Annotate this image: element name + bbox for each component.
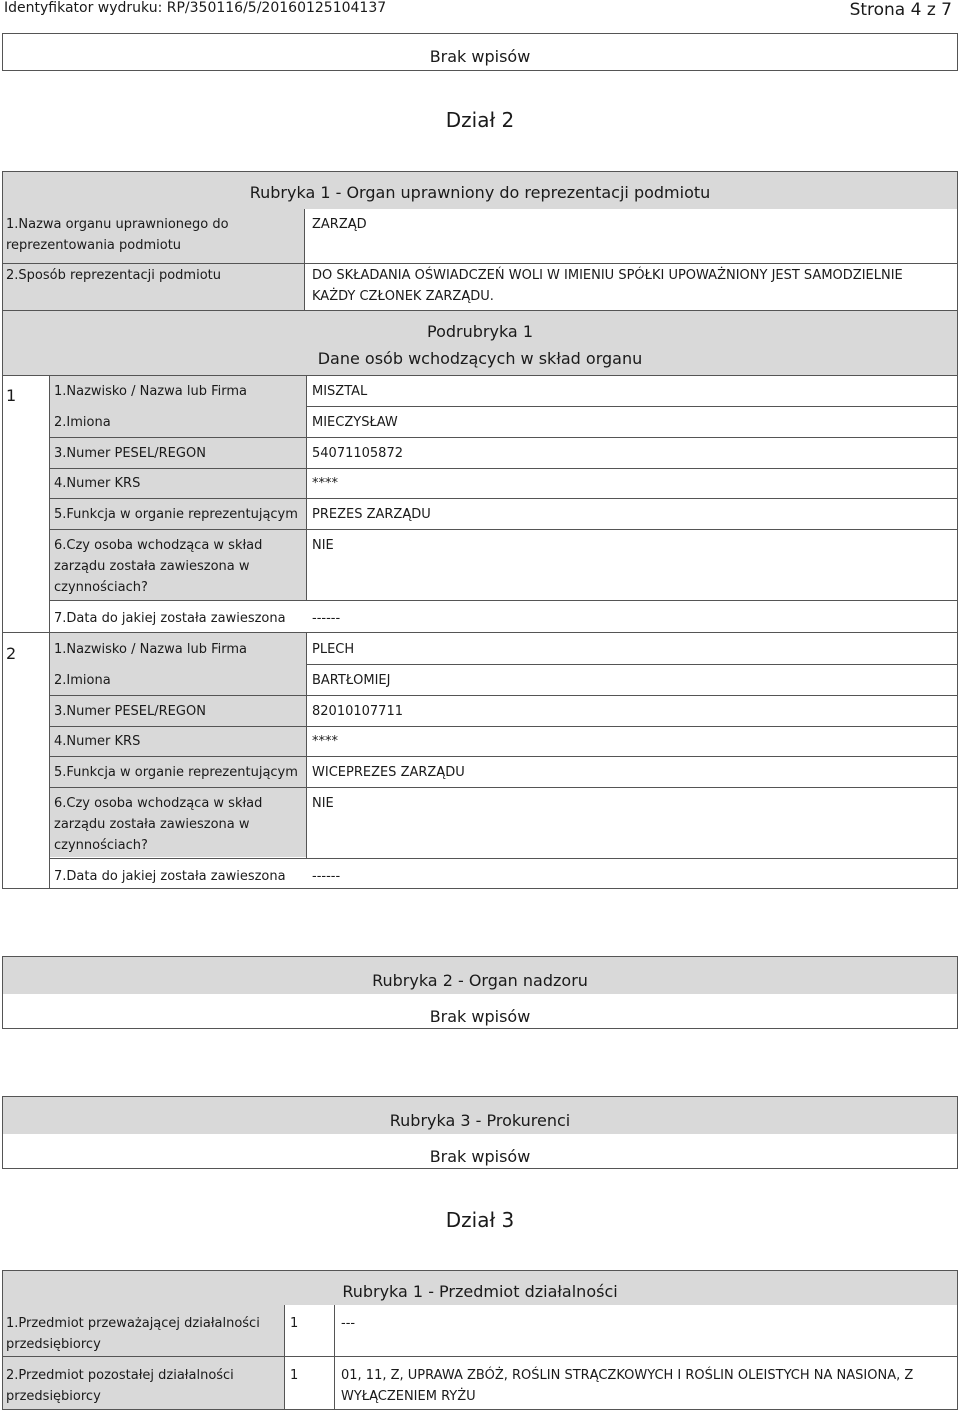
function-label: 5.Funkcja w organie reprezentującym — [54, 765, 298, 780]
empty-entries-text: Brak wpisów — [429, 47, 531, 66]
surname-label: 1.Nazwisko / Nazwa lub Firma — [54, 384, 247, 399]
other-activity-value: 01, 11, Z, UPRAWA ZBÓŻ, ROŚLIN STRĄCZKOWYCH I ROŚLIN OLEISTYCH NA NASIONA, Z WYŁĄCZENIEM RYŻU — [341, 1368, 914, 1404]
surname-value: MISZTAL — [312, 384, 368, 399]
rubryka-3-title: Rubryka 3 - Prokurenci — [389, 1111, 571, 1130]
suspended-label: 6.Czy osoba wchodząca w skład zarządu została zawieszona w czynnościach? — [54, 796, 263, 853]
suspended-date-value: ------ — [312, 611, 341, 626]
page-number: Strona 4 z 7 — [849, 0, 952, 20]
empty-section-box — [2, 33, 958, 71]
field-representation-label: 2.Sposób reprezentacji podmiotu — [6, 268, 221, 283]
podrubryka-title: Podrubryka 1 — [427, 322, 533, 341]
rubryka-2-title: Rubryka 2 - Organ nadzoru — [372, 971, 588, 990]
print-identifier: Identyfikator wydruku: RP/350116/5/20160125104137 — [4, 0, 387, 16]
rubryka-3-box — [2, 1096, 958, 1169]
main-activity-label: 1.Przedmiot przeważającej działalności przedsiębiorcy — [6, 1316, 260, 1352]
surname-value: PLECH — [312, 642, 355, 657]
suspended-value: NIE — [312, 538, 334, 553]
pesel-value: 54071105872 — [312, 446, 403, 461]
rubryka-2-box — [2, 956, 958, 1029]
first-names-label: 2.Imiona — [54, 673, 111, 688]
function-value: PREZES ZARZĄDU — [312, 507, 431, 522]
field-organ-name-value: ZARZĄD — [312, 217, 367, 232]
suspended-date-label: 7.Data do jakiej została zawieszona — [54, 869, 286, 884]
pesel-label: 3.Numer PESEL/REGON — [54, 704, 206, 719]
field-organ-name-label: 1.Nazwa organu uprawnionego do reprezentowania podmiotu — [6, 217, 229, 253]
krs-value: **** — [312, 734, 338, 749]
suspended-date-value: ------ — [312, 869, 341, 884]
first-names-value: BARTŁOMIEJ — [312, 673, 391, 688]
rubryka-3-empty: Brak wpisów — [429, 1147, 531, 1166]
podrubryka-subtitle: Dane osób wchodzących w skład organu — [317, 349, 643, 368]
first-names-value: MIECZYSŁAW — [312, 415, 398, 430]
surname-label: 1.Nazwisko / Nazwa lub Firma — [54, 642, 247, 657]
suspended-value: NIE — [312, 796, 334, 811]
pesel-label: 3.Numer PESEL/REGON — [54, 446, 206, 461]
first-names-label: 2.Imiona — [54, 415, 111, 430]
section-title-dzial-2: Dział 2 — [445, 108, 515, 132]
function-value: WICEPREZES ZARZĄDU — [312, 765, 465, 780]
main-activity-value: --- — [341, 1316, 356, 1331]
suspended-label: 6.Czy osoba wchodząca w skład zarządu została zawieszona w czynnościach? — [54, 538, 263, 595]
krs-value: **** — [312, 476, 338, 491]
person-number: 1 — [6, 386, 17, 405]
person-number: 2 — [6, 644, 17, 663]
other-activity-label: 2.Przedmiot pozostałej działalności przedsiębiorcy — [6, 1368, 234, 1404]
dzial3-rubryka-1-title: Rubryka 1 - Przedmiot działalności — [342, 1282, 618, 1301]
rubryka-2-empty: Brak wpisów — [429, 1007, 531, 1026]
function-label: 5.Funkcja w organie reprezentującym — [54, 507, 298, 522]
other-activity-number: 1 — [290, 1368, 299, 1383]
field-representation-value: DO SKŁADANIA OŚWIADCZEŃ WOLI W IMIENIU SPÓŁKI UPOWAŻNIONY JEST SAMODZIELNIE KAŻDY CZŁONEK ZARZĄDU. — [312, 268, 903, 304]
main-activity-number: 1 — [290, 1316, 299, 1331]
rubryka-1-title: Rubryka 1 - Organ uprawniony do reprezentacji podmiotu — [249, 183, 711, 202]
pesel-value: 82010107711 — [312, 704, 403, 719]
krs-label: 4.Numer KRS — [54, 734, 141, 749]
suspended-date-label: 7.Data do jakiej została zawieszona — [54, 611, 286, 626]
section-title-dzial-3: Dział 3 — [445, 1208, 515, 1232]
krs-label: 4.Numer KRS — [54, 476, 141, 491]
